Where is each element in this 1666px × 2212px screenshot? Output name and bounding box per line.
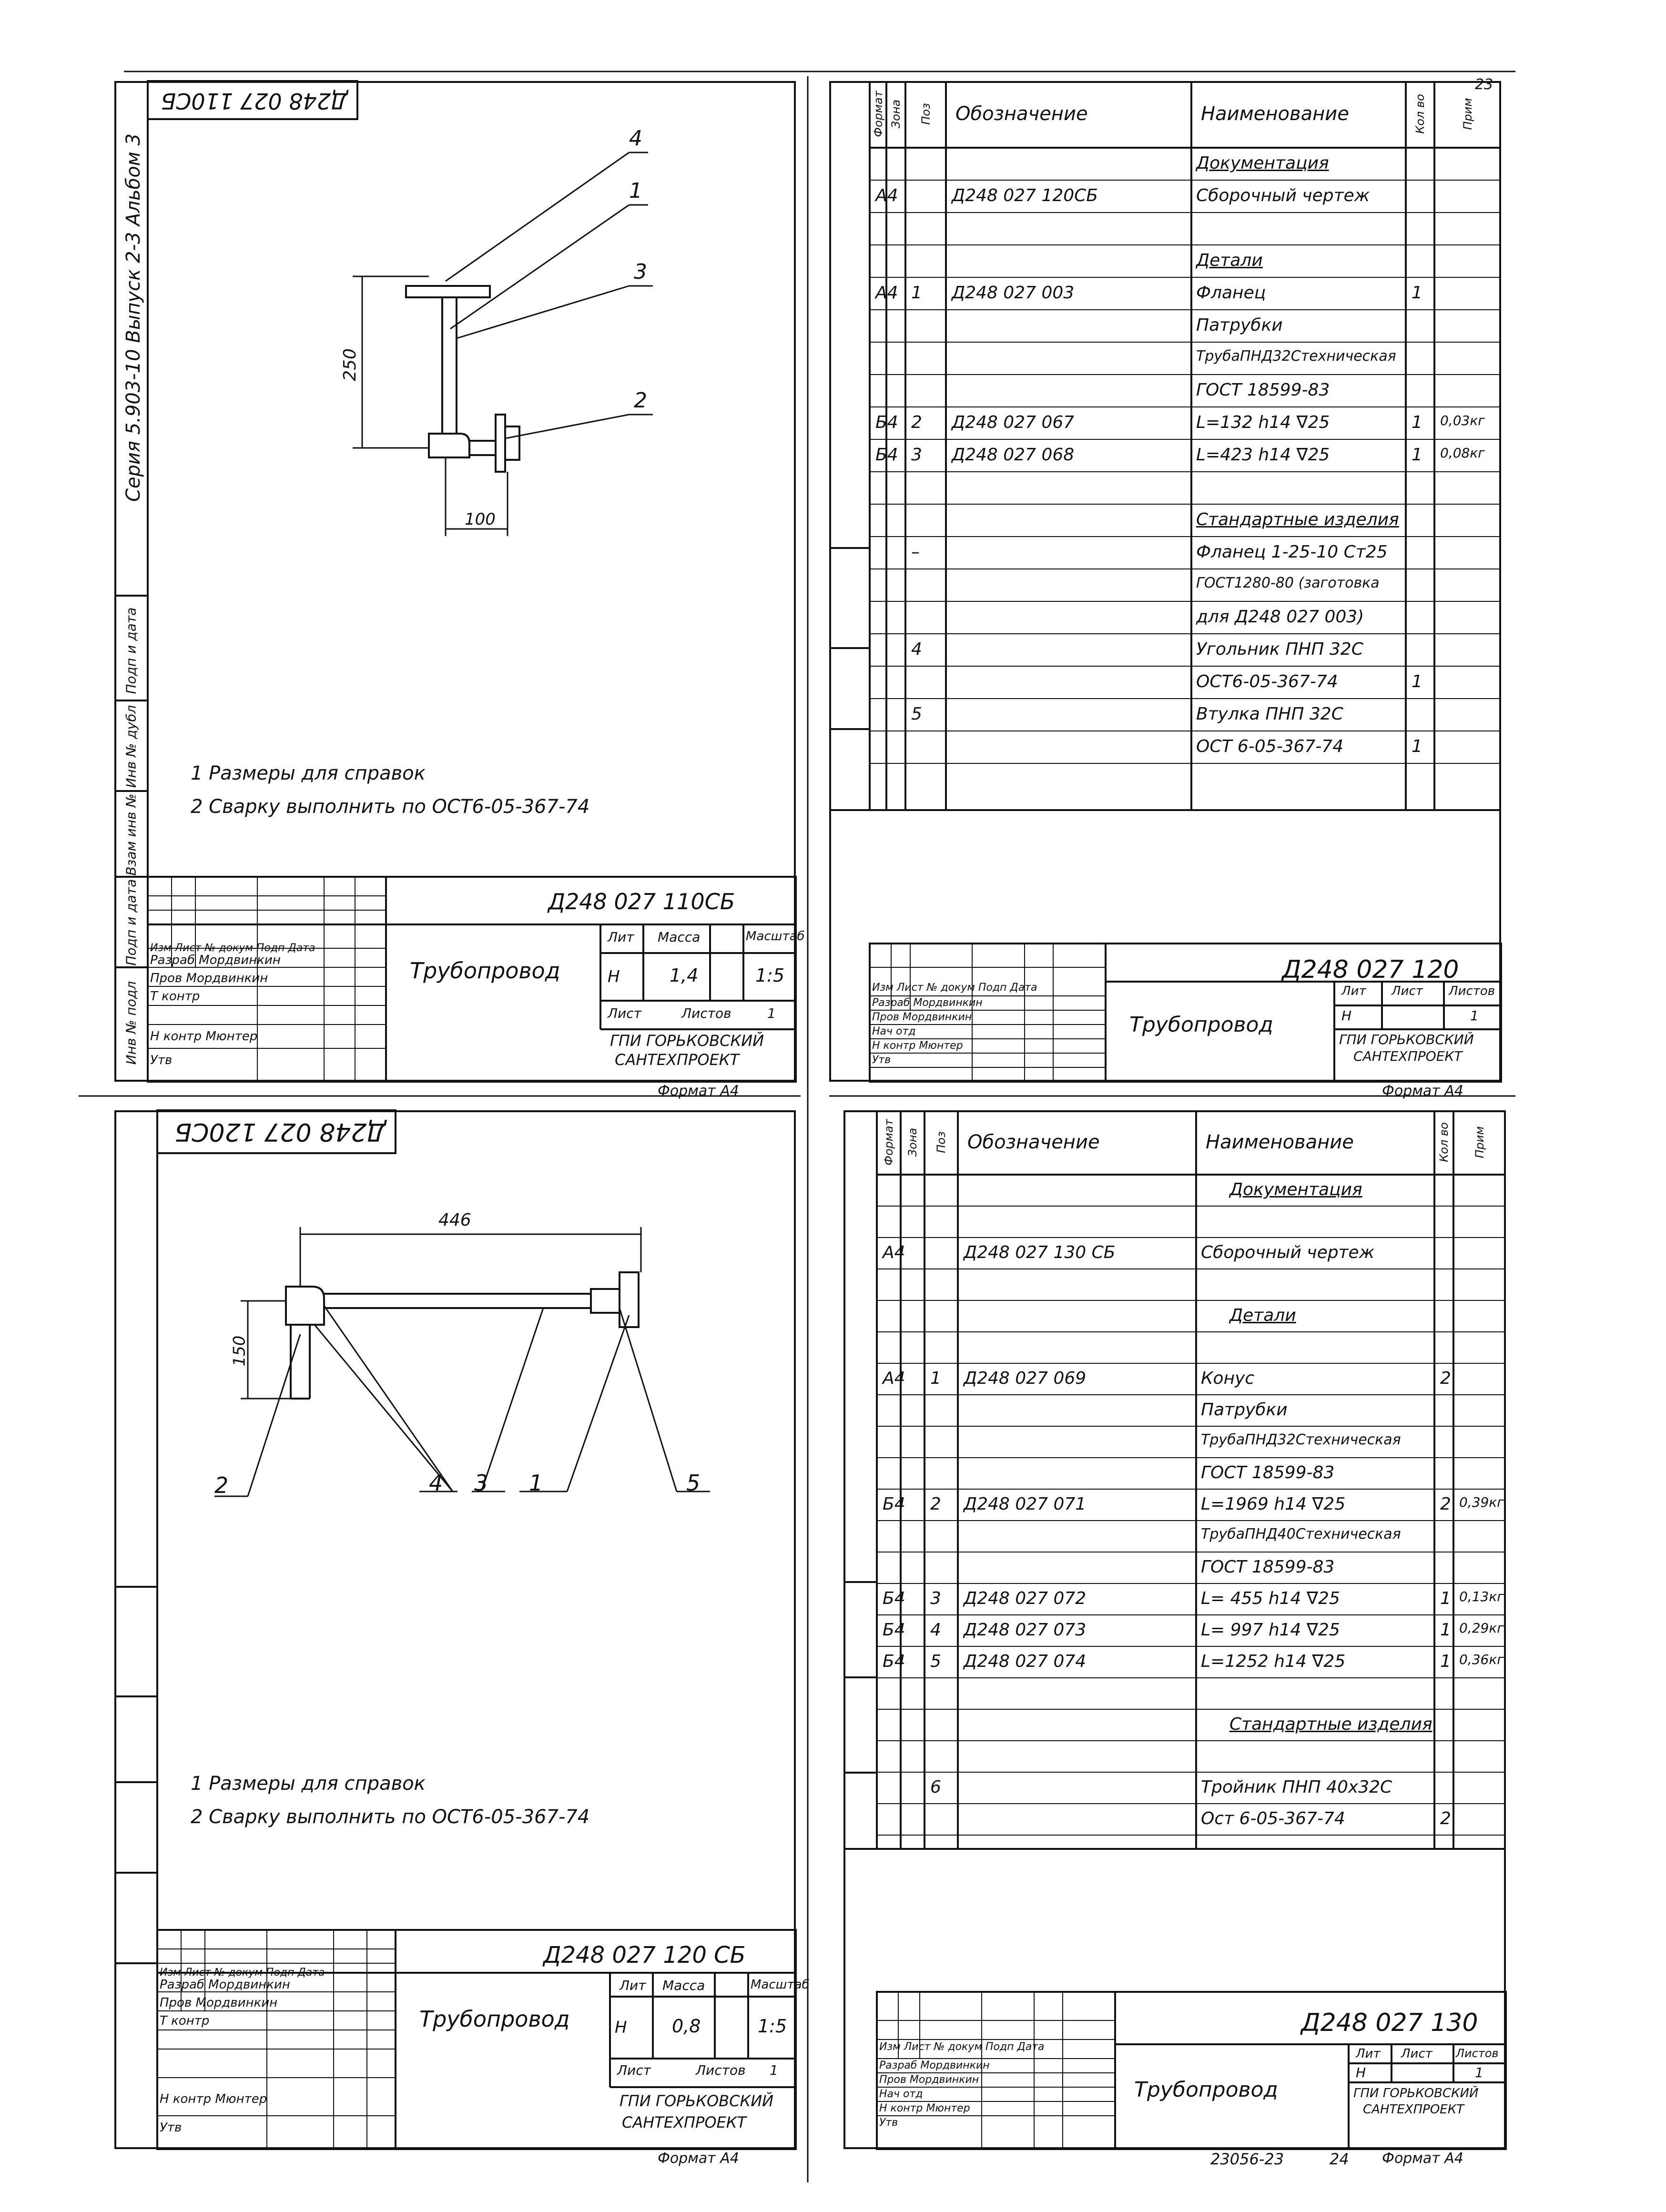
dim-height-250: 250 xyxy=(340,348,360,381)
spec-cell-r19-c4: Тройник ПНП 40х32С xyxy=(1201,1777,1392,1797)
tb2-row-1: Разраб Мордвинкин xyxy=(872,997,983,1009)
tb2-row-0: Изм Лист № докум Подп Дата xyxy=(872,982,1037,994)
spec-header-4: Наименование xyxy=(1201,103,1349,125)
spec-cell-r9-c6: 0,08кг xyxy=(1440,445,1485,461)
callout-4: 4 xyxy=(629,126,642,151)
spec-cell-r14-c0: Б4 xyxy=(883,1620,905,1640)
tb1-row-3: Т контр xyxy=(150,989,200,1004)
spec-cell-r13-c4: L= 455 h14 ∇25 xyxy=(1201,1589,1340,1608)
tb3-code: Д248 027 120 СБ xyxy=(543,1942,746,1968)
spec-cell-r11-c4: ТрубаПНД40Стехническая xyxy=(1201,1526,1401,1542)
spec-cell-r2-c4: Сборочный чертеж xyxy=(1201,1243,1375,1262)
spec-cell-r8-c0: Б4 xyxy=(875,413,898,432)
tb2-lit-header: Лит xyxy=(1341,984,1366,998)
spec-cell-r7-c4: ГОСТ 18599-83 xyxy=(1196,380,1330,400)
tb3-row-4: Н контр Мюнтер xyxy=(160,2092,267,2106)
tb1-org1: ГПИ ГОРЬКОВСКИЙ xyxy=(610,1032,764,1050)
tb3-row-5: Утв xyxy=(160,2121,182,2135)
tb2-row-3: Нач отд xyxy=(872,1025,916,1037)
callout-d2-4: 4 xyxy=(429,1470,443,1496)
bottom-doc-number: 23056-23 xyxy=(1210,2150,1284,2168)
spec-cell-r14-c3: Д248 027 073 xyxy=(964,1620,1087,1640)
spec-cell-r8-c4: ТрубаПНД32Стехническая xyxy=(1201,1431,1401,1448)
spec-cell-r13-c2: 3 xyxy=(930,1589,941,1608)
strip-label-podp-data: Подп и дата xyxy=(123,879,139,966)
spec-cell-r4-c4: Фланец xyxy=(1196,283,1266,303)
spec-header-5: Кол во xyxy=(1437,1122,1451,1162)
spec-cell-r10-c6: 0,39кг xyxy=(1459,1494,1504,1510)
spec-cell-r6-c4: Конус xyxy=(1201,1369,1255,1388)
tb1-name: Трубопровод xyxy=(410,958,560,984)
spec-cell-r6-c4: ТрубаПНД32Стехническая xyxy=(1196,348,1396,365)
tb2-format: Формат А4 xyxy=(1382,1083,1463,1099)
note-d2-2: 2 Сварку выполнить по ОСТ6-05-367-74 xyxy=(191,1806,590,1828)
spec-cell-r6-c2: 1 xyxy=(930,1369,941,1388)
spec-cell-r5-c4: Патрубки xyxy=(1196,315,1283,335)
spec-header-1: Зона xyxy=(906,1127,919,1157)
spec-cell-r4-c4: Детали xyxy=(1229,1306,1296,1325)
tb1-sheet-label: Лист xyxy=(608,1005,641,1021)
spec-cell-r6-c0: А4 xyxy=(883,1369,905,1388)
spec-header-0: Формат xyxy=(882,1118,895,1166)
spec-cell-r11-c4: Стандартные изделия xyxy=(1196,510,1399,529)
spec-header-6: Прим xyxy=(1473,1126,1486,1158)
spec-cell-r17-c4: Стандартные изделия xyxy=(1229,1715,1432,1734)
strip-label-vzam-inv: Взам инв № xyxy=(123,793,139,876)
spec-cell-r4-c3: Д248 027 003 xyxy=(952,283,1075,303)
spec-cell-r20-c4: Ост 6-05-367-74 xyxy=(1201,1809,1345,1828)
strip-label-inv-dubl: Инв № дубл xyxy=(123,705,139,788)
page-number-top-right: 23 xyxy=(1475,76,1493,93)
tb2-sheets-count: 1 xyxy=(1470,1008,1479,1024)
tb2-sheet-header: Лист xyxy=(1392,984,1423,998)
tb4-row-5: Утв xyxy=(879,2117,898,2129)
tb1-scale-header: Масштаб xyxy=(746,929,805,944)
spec-cell-r16-c5: 1 xyxy=(1412,672,1422,691)
spec-header-1: Зона xyxy=(889,99,903,129)
spec-header-3: Обозначение xyxy=(955,103,1088,125)
tb3-row-2: Пров Мордвинкин xyxy=(160,1996,278,2010)
spec-cell-r15-c4: Угольник ПНП 32С xyxy=(1196,639,1363,659)
strip-label-inv-podl: Инв № подл xyxy=(123,981,139,1065)
spec-cell-r18-c4: ОСТ 6-05-367-74 xyxy=(1196,737,1344,756)
tb4-row-2: Пров Мордвинкин xyxy=(879,2074,979,2086)
tb1-scale: 1:5 xyxy=(755,965,785,986)
tb1-format: Формат А4 xyxy=(658,1083,739,1099)
tb3-name: Трубопровод xyxy=(419,2006,570,2032)
spec-cell-r8-c4: L=132 h14 ∇25 xyxy=(1196,413,1330,432)
callout-3: 3 xyxy=(634,260,647,284)
spec-cell-r10-c5: 2 xyxy=(1440,1494,1451,1514)
tb2-org1: ГПИ ГОРЬКОВСКИЙ xyxy=(1339,1032,1474,1047)
spec-header-0: Формат xyxy=(871,91,885,137)
tb4-row-1: Разраб Мордвинкин xyxy=(879,2060,990,2071)
spec-cell-r15-c3: Д248 027 074 xyxy=(964,1652,1087,1671)
tb3-row-0: Изм Лист № докум Подп Дата xyxy=(160,1967,325,1979)
tb3-format: Формат А4 xyxy=(658,2150,739,2167)
tb2-name: Трубопровод xyxy=(1129,1013,1273,1037)
callout-d2-3: 3 xyxy=(474,1470,488,1496)
spec-cell-r14-c6: 0,29кг xyxy=(1459,1620,1504,1636)
dim-height-150: 150 xyxy=(230,1335,249,1367)
callout-2: 2 xyxy=(634,388,647,413)
dim-width-100: 100 xyxy=(465,510,496,529)
spec-cell-r9-c3: Д248 027 068 xyxy=(952,445,1075,465)
tb3-row-3: Т контр xyxy=(160,2014,210,2028)
tb1-row-0: Изм Лист № докум Подп Дата xyxy=(150,942,315,954)
tb4-code: Д248 027 130 xyxy=(1301,2009,1478,2037)
spec-cell-r7-c4: Патрубки xyxy=(1201,1400,1288,1420)
spec-cell-r9-c4: L=423 h14 ∇25 xyxy=(1196,445,1330,465)
spec-cell-r1-c4: Сборочный чертеж xyxy=(1196,186,1370,205)
tb1-code: Д248 027 110СБ xyxy=(548,889,735,914)
spec-cell-r9-c2: 3 xyxy=(911,445,922,465)
spec-cell-r9-c0: Б4 xyxy=(875,445,898,465)
spec-cell-r20-c5: 2 xyxy=(1440,1809,1451,1828)
tb3-mass: 0,8 xyxy=(672,2016,701,2037)
tb4-name: Трубопровод xyxy=(1134,2078,1278,2102)
tb1-sheets-label: Листов xyxy=(681,1005,731,1021)
spec-cell-r6-c5: 2 xyxy=(1440,1369,1451,1388)
spec-header-4: Наименование xyxy=(1206,1131,1354,1153)
tb1-mass-header: Масса xyxy=(658,929,701,945)
spec-cell-r14-c4: L= 997 h14 ∇25 xyxy=(1201,1620,1340,1640)
spec-cell-r15-c6: 0,36кг xyxy=(1459,1652,1504,1667)
tb1-row-2: Пров Мордвинкин xyxy=(150,971,268,985)
spec-cell-r19-c2: 6 xyxy=(930,1777,941,1797)
spec-cell-r1-c0: А4 xyxy=(875,186,898,205)
tb4-org2: САНТЕХПРОЕКТ xyxy=(1363,2102,1464,2117)
note-1: 1 Размеры для справок xyxy=(191,762,426,784)
spec-cell-r3-c4: Детали xyxy=(1196,251,1263,270)
spec-cell-r15-c5: 1 xyxy=(1440,1652,1451,1671)
spec-cell-r16-c4: ОСТ6-05-367-74 xyxy=(1196,672,1338,691)
spec-cell-r17-c4: Втулка ПНП 32С xyxy=(1196,704,1343,724)
tb1-org2: САНТЕХПРОЕКТ xyxy=(615,1051,740,1069)
tb1-lit: Н xyxy=(608,967,620,986)
spec-cell-r10-c3: Д248 027 071 xyxy=(964,1494,1087,1514)
spec-cell-r4-c2: 1 xyxy=(911,283,922,303)
tb1-row-5: Утв xyxy=(150,1053,173,1067)
tb3-scale-header: Масштаб xyxy=(751,1978,810,1992)
tb1-row-4: Н контр Мюнтер xyxy=(150,1029,258,1044)
spec-cell-r13-c6: 0,13кг xyxy=(1459,1589,1504,1604)
tb3-scale: 1:5 xyxy=(758,2016,787,2037)
tb4-sheet-header: Лист xyxy=(1401,2047,1432,2061)
spec-cell-r9-c5: 1 xyxy=(1412,445,1422,465)
tb3-lit-header: Лит xyxy=(620,1978,646,1993)
spec-cell-r4-c0: А4 xyxy=(875,283,898,303)
drawing-2-stamp-code: Д248 027 120СБ xyxy=(174,1117,386,1146)
tb4-lit: Н xyxy=(1356,2065,1366,2080)
tb4-lit-header: Лит xyxy=(1356,2047,1381,2061)
bottom-page-number: 24 xyxy=(1330,2150,1349,2168)
tb3-sheets-label: Листов xyxy=(696,2062,746,2078)
spec-cell-r0-c4: Документация xyxy=(1196,153,1329,173)
spec-cell-r13-c4: ГОСТ1280-80 (заготовка xyxy=(1196,575,1380,591)
tb2-row-2: Пров Мордвинкин xyxy=(872,1011,972,1023)
spec-cell-r15-c2: 5 xyxy=(930,1652,941,1671)
callout-d2-5: 5 xyxy=(686,1470,701,1496)
spec-cell-r2-c3: Д248 027 130 СБ xyxy=(964,1243,1116,1262)
tb1-row-1: Разраб Мордвинкин xyxy=(150,953,281,967)
tb3-sheet-label: Лист xyxy=(617,2062,651,2078)
spec-cell-r9-c4: ГОСТ 18599-83 xyxy=(1201,1463,1335,1482)
note-d2-1: 1 Размеры для справок xyxy=(191,1773,426,1795)
drawing-1-side-series: Серия 5.903-10 Выпуск 2-3 Альбом 3 xyxy=(122,133,144,502)
spec-header-6: Прим xyxy=(1461,98,1474,130)
tb4-sheets-header: Листов xyxy=(1456,2047,1499,2060)
tb1-lit-header: Лит xyxy=(608,929,634,945)
tb3-mass-header: Масса xyxy=(662,1978,705,1993)
spec-header-5: Кол во xyxy=(1413,94,1427,134)
tb2-code: Д248 027 120 xyxy=(1282,955,1459,984)
spec-cell-r2-c0: А4 xyxy=(883,1243,905,1262)
spec-cell-r6-c3: Д248 027 069 xyxy=(964,1369,1087,1388)
spec-cell-r14-c5: 1 xyxy=(1440,1620,1451,1640)
spec-cell-r13-c0: Б4 xyxy=(883,1589,905,1608)
tb2-row-4: Н контр Мюнтер xyxy=(872,1040,963,1052)
spec-cell-r14-c2: 4 xyxy=(930,1620,941,1640)
spec-header-2: Поз xyxy=(935,1131,948,1153)
tb4-org1: ГПИ ГОРЬКОВСКИЙ xyxy=(1353,2086,1479,2100)
note-2: 2 Сварку выполнить по ОСТ6-05-367-74 xyxy=(191,796,590,818)
callout-d2-1: 1 xyxy=(529,1470,543,1496)
tb3-sheets-count: 1 xyxy=(770,2062,778,2078)
spec-cell-r8-c6: 0,03кг xyxy=(1440,413,1485,428)
spec-cell-r4-c5: 1 xyxy=(1412,283,1422,303)
tb4-format: Формат А4 xyxy=(1382,2150,1463,2167)
spec-cell-r10-c2: 2 xyxy=(930,1494,941,1514)
dim-width-446: 446 xyxy=(438,1210,471,1230)
spec-header-3: Обозначение xyxy=(967,1131,1100,1153)
tb4-row-4: Н контр Мюнтер xyxy=(879,2102,970,2114)
spec-header-2: Поз xyxy=(919,103,933,125)
spec-cell-r10-c0: Б4 xyxy=(883,1494,905,1514)
spec-cell-r14-c4: для Д248 027 003) xyxy=(1196,607,1364,627)
spec-cell-r15-c0: Б4 xyxy=(883,1652,905,1671)
spec-cell-r15-c2: 4 xyxy=(911,639,922,659)
callout-d2-2: 2 xyxy=(214,1472,229,1498)
spec-cell-r13-c3: Д248 027 072 xyxy=(964,1589,1087,1608)
spec-cell-r12-c4: ГОСТ 18599-83 xyxy=(1201,1557,1335,1577)
tb2-sheets-header: Листов xyxy=(1449,984,1495,998)
spec-cell-r18-c5: 1 xyxy=(1412,737,1422,756)
tb3-row-1: Разраб Мордвинкин xyxy=(160,1978,290,1992)
tb3-lit: Н xyxy=(615,2018,627,2037)
spec-cell-r15-c4: L=1252 h14 ∇25 xyxy=(1201,1652,1346,1671)
spec-cell-r12-c2: – xyxy=(911,542,920,562)
spec-cell-r10-c4: L=1969 h14 ∇25 xyxy=(1201,1494,1346,1514)
tb2-row-5: Утв xyxy=(872,1054,891,1066)
tb3-org1: ГПИ ГОРЬКОВСКИЙ xyxy=(620,2092,774,2110)
spec-cell-r13-c5: 1 xyxy=(1440,1589,1451,1608)
tb4-row-0: Изм Лист № докум Подп Дата xyxy=(879,2041,1045,2053)
tb1-sheets-count: 1 xyxy=(767,1005,776,1021)
tb4-sheets-count: 1 xyxy=(1475,2065,1483,2080)
callout-1: 1 xyxy=(629,179,642,203)
spec-cell-r8-c3: Д248 027 067 xyxy=(952,413,1075,432)
tb3-org2: САНТЕХПРОЕКТ xyxy=(622,2113,747,2131)
spec-cell-r8-c2: 2 xyxy=(911,413,922,432)
tb1-mass: 1,4 xyxy=(670,965,699,986)
spec-cell-r12-c4: Фланец 1-25-10 Ст25 xyxy=(1196,542,1388,562)
spec-cell-r17-c2: 5 xyxy=(911,704,922,724)
tb2-org2: САНТЕХПРОЕКТ xyxy=(1353,1048,1463,1064)
tb2-lit: Н xyxy=(1341,1008,1352,1024)
strip-label-podp-data-2: Подп и дата xyxy=(123,607,139,694)
spec-cell-r0-c4: Документация xyxy=(1229,1180,1362,1199)
tb4-row-3: Нач отд xyxy=(879,2088,923,2100)
spec-cell-r1-c3: Д248 027 120СБ xyxy=(952,186,1098,205)
spec-cell-r8-c5: 1 xyxy=(1412,413,1422,432)
drawing-1-stamp-code: Д248 027 110СБ xyxy=(161,88,348,114)
